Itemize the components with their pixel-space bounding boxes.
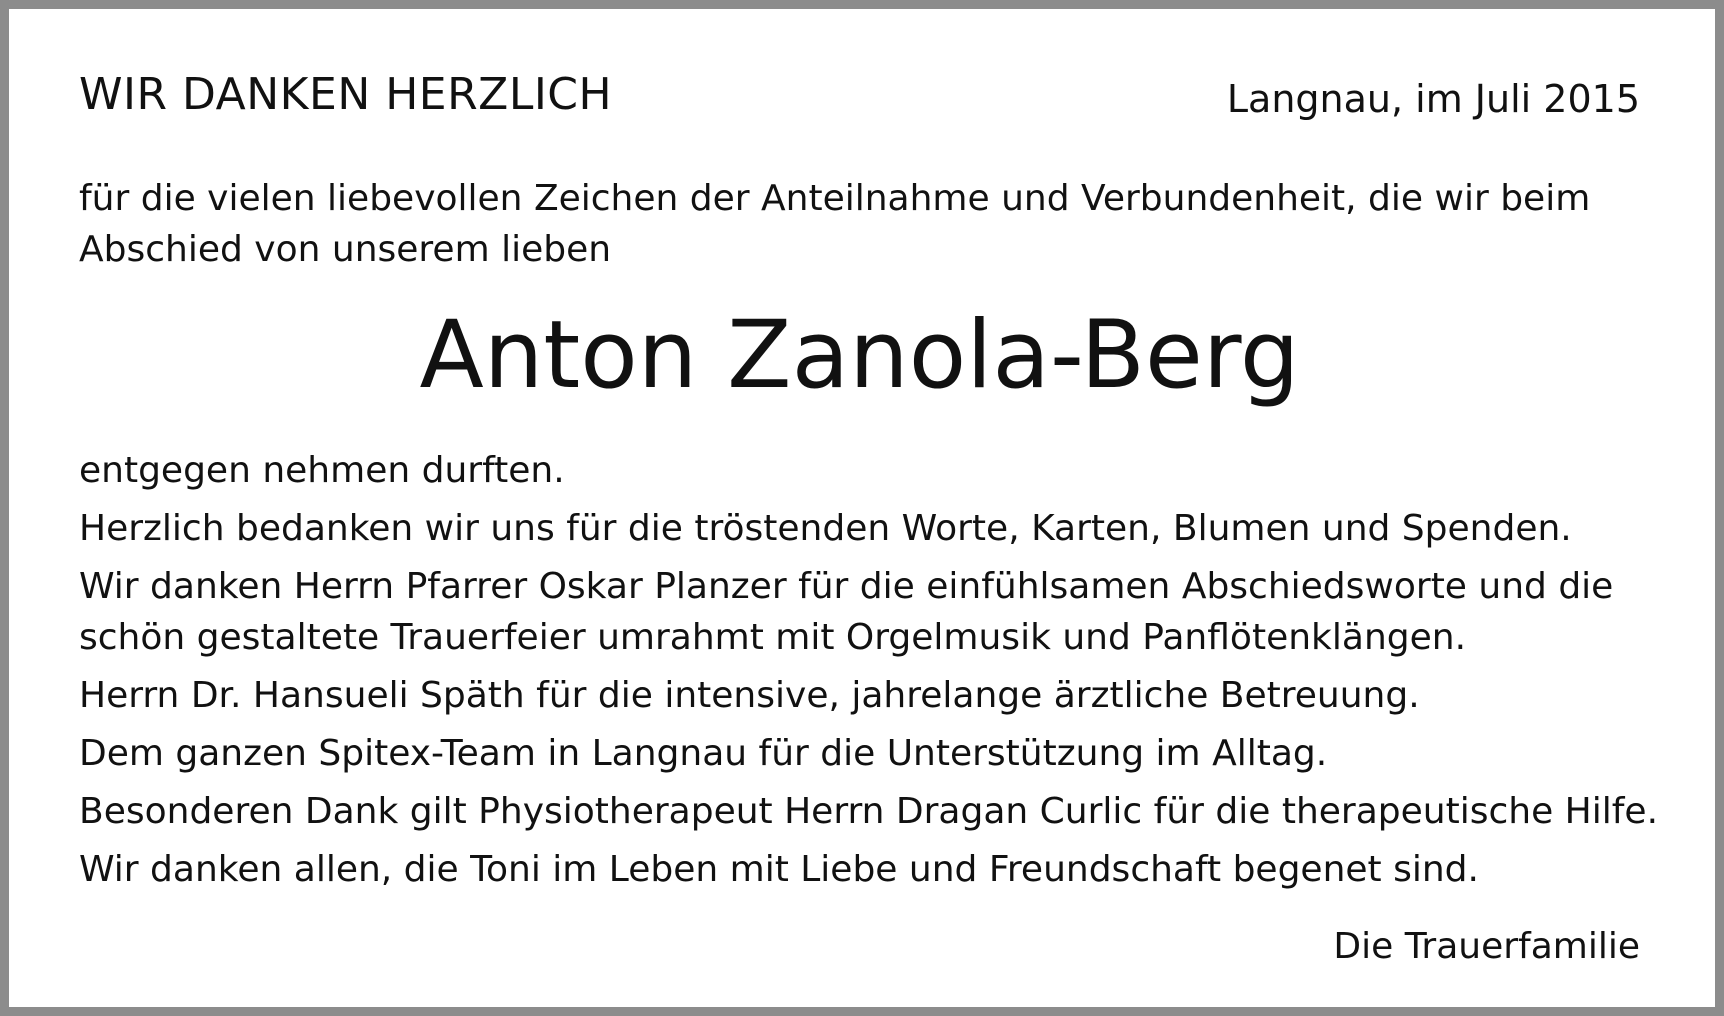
deceased-name: Anton Zanola-Berg	[419, 301, 1300, 410]
paragraph: Herzlich bedanken wir uns für die tröstenden Worte, Karten, Blumen und Spenden.	[79, 508, 1572, 549]
paragraph: Dem ganzen Spitex-Team in Langnau für die Unterstützung im Alltag.	[79, 733, 1328, 774]
notice-heading: WIR DANKEN HERZLICH	[79, 69, 613, 120]
paragraph: Herrn Dr. Hansueli Späth für die intensive, jahrelange ärztliche Betreuung.	[79, 675, 1420, 716]
notice-content	[79, 9, 1659, 1007]
intro-text: für die vielen liebevollen Zeichen der Anteilnahme und Verbundenheit, die wir beim Abschied von unserem lieben	[79, 178, 1591, 270]
paragraph: Besonderen Dank gilt Physiotherapeut Herrn Dragan Curlic für die therapeutische Hilfe.	[79, 791, 1659, 832]
paragraph: Wir danken allen, die Toni im Leben mit Liebe und Freundschaft begenet sind.	[79, 849, 1479, 890]
place-date: Langnau, im Juli 2015	[1226, 77, 1640, 121]
signature: Die Trauerfamilie	[1333, 926, 1640, 967]
thanks-body	[79, 445, 1658, 902]
paragraph: Wir danken Herrn Pfarrer Oskar Planzer für die einfühlsamen Abschiedsworte und die schön gestaltete Trauerfeier umrahmt mit Orgelmusik und Panflötenklängen.	[79, 566, 1614, 658]
paragraph: entgegen nehmen durften.	[79, 450, 565, 491]
